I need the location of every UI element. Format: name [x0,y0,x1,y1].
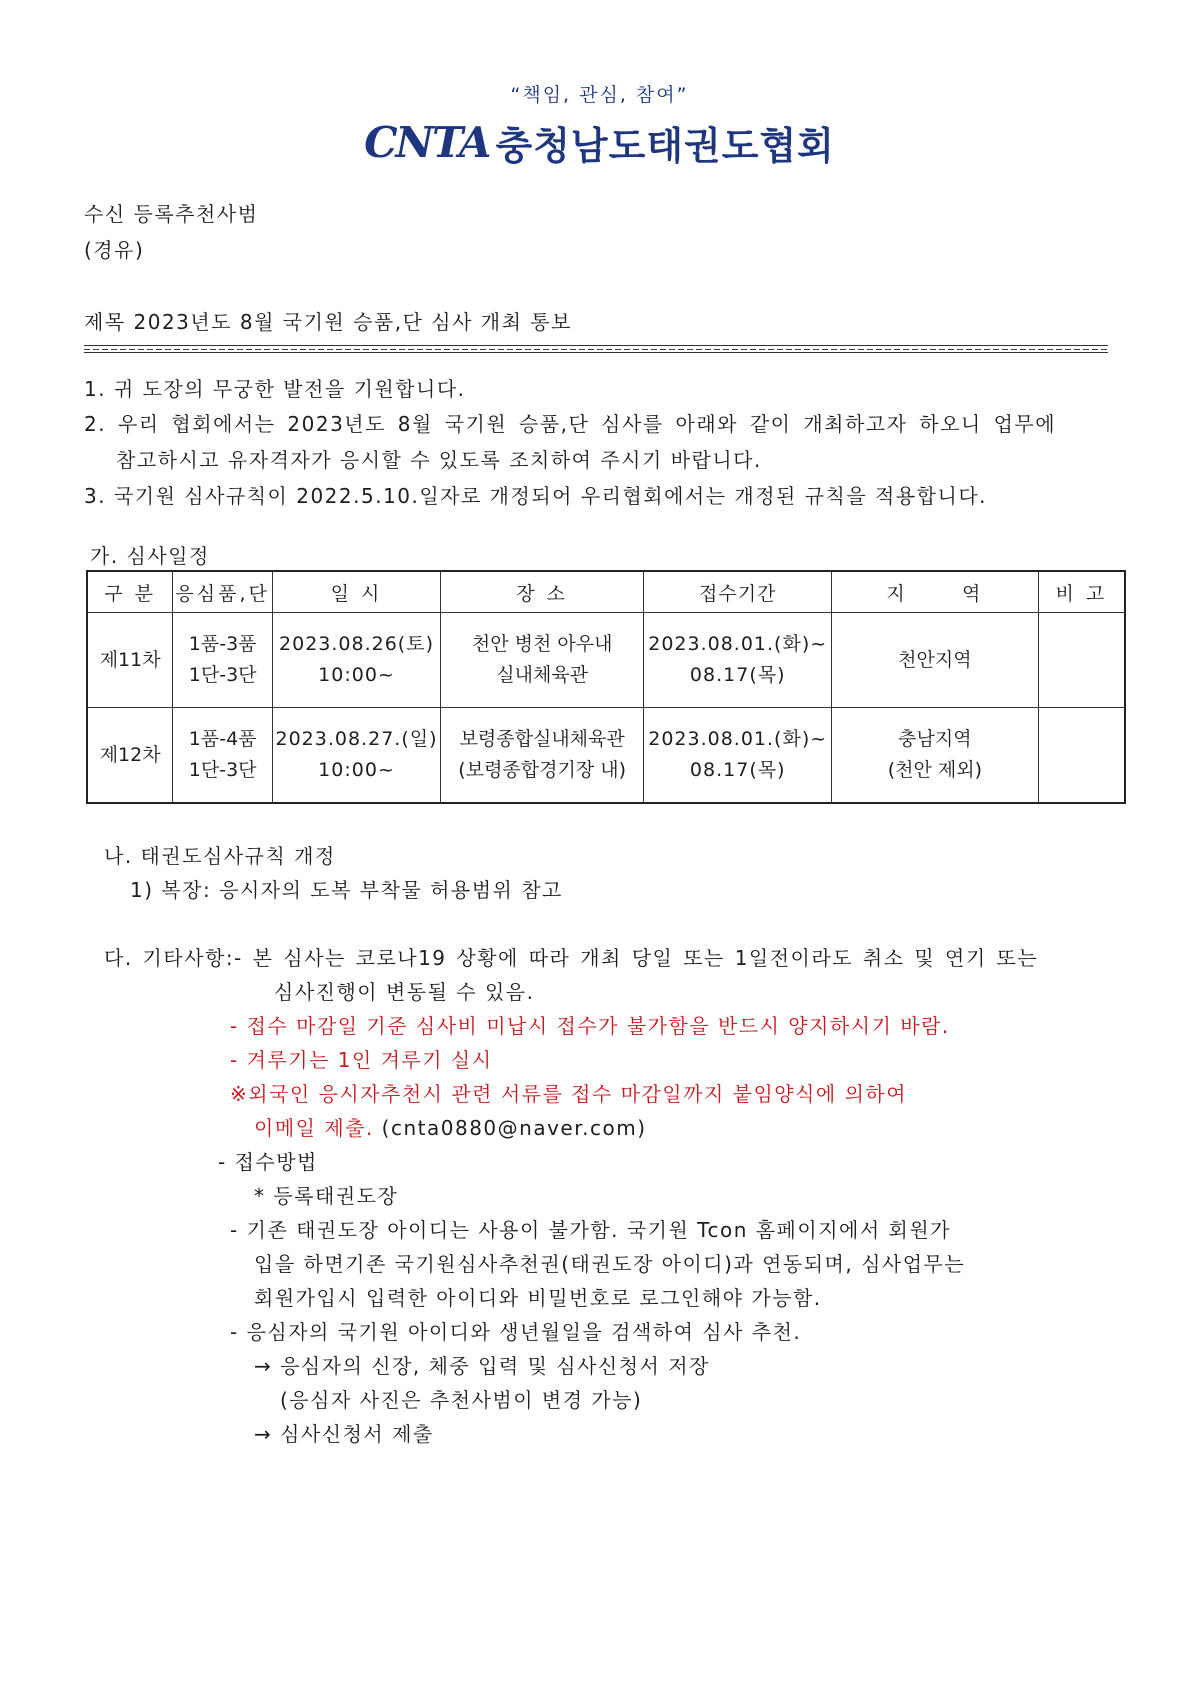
region-line: 천안지역 [898,648,972,671]
place-line: 보령종합실내체육관 [459,728,625,750]
header-datetime: 일 시 [273,571,441,613]
org-name: 충청남도태권도협회 [495,124,835,168]
cell-datetime [273,613,441,708]
period-line: 2023.08.01.(화)~ [648,728,828,750]
cell-datetime [273,708,441,804]
contact-email: (cnta0880@naver.com) [373,1116,647,1140]
grade-line: 1품-4품 [188,728,257,750]
header-round: 구 분 [87,571,173,613]
method-line-5: → 응심자의 신장, 체중 입력 및 심사신청서 저장 [254,1354,710,1378]
cell-region [832,613,1039,708]
header-region: 지 역 [832,571,1039,613]
region-line: 충남지역 [898,728,972,750]
cell-round: 제12차 [87,708,173,804]
cell-note [1038,613,1125,708]
notice-email-label: 이메일 제출. [254,1116,374,1140]
cell-period [644,708,832,804]
grade-line: 1단-3단 [188,759,257,781]
place-line: (보령종합경기장 내) [458,759,626,781]
recipient-line: 수신 등록추천사범 [84,202,259,226]
exam-schedule-table [86,570,1126,804]
period-line: 08.17(목) [689,759,786,781]
section-da-line-1: 다. 기타사항:- 본 심사는 코로나19 상황에 따라 개최 당일 또는 1일전이라도 취소 및 연기 또는 [104,946,1039,970]
header-place: 장 소 [440,571,643,613]
cell-grade [173,613,273,708]
place-line: 천안 병천 아우내 [471,633,613,655]
table-row [87,708,1125,804]
association-logo [0,115,1199,170]
header-period: 접수기간 [644,571,832,613]
logo-mark: CNTA [364,118,490,167]
double-rule-divider [84,345,1108,353]
method-line-1: - 기존 태권도장 아이디는 사용이 불가함. 국기원 Tcon 홈페이지에서 회원가 [230,1218,951,1242]
body-item-3: 3. 국기원 심사규칙이 2022.5.10.일자로 개정되어 우리협회에서는 개정된 규칙을 적용합니다. [84,484,988,508]
time-line: 10:00~ [318,664,395,686]
cell-place [440,708,643,804]
header-note: 비 고 [1038,571,1125,613]
period-line: 08.17(목) [689,664,786,686]
method-line-4: - 응심자의 국기원 아이디와 생년월일을 검색하여 심사 추천. [230,1320,802,1344]
via-line: (경유) [84,238,145,262]
method-line-7: → 심사신청서 제출 [254,1422,434,1446]
section-ga-title: 가. 심사일정 [90,544,210,568]
method-sub: * 등록태권도장 [254,1184,399,1208]
method-line-3: 회원가입시 입력한 아이디와 비밀번호로 로그인해야 가능함. [254,1286,822,1310]
header-grade: 응심품,단 [173,571,273,613]
cell-place [440,613,643,708]
date-line: 2023.08.26(토) [279,633,434,655]
region-line: (천안 제외) [887,759,983,781]
subject-line: 제목 2023년도 8월 국기원 승품,단 심사 개최 통보 [84,310,572,334]
method-line-2: 입을 하면기존 국기원심사추천권(태권도장 아이디)과 연동되며, 심사업무는 [254,1252,966,1276]
section-da-line-2: 심사진행이 변동될 수 있음. [274,980,535,1004]
period-line: 2023.08.01.(화)~ [648,633,828,655]
section-na-title: 나. 태권도심사규칙 개정 [104,844,336,868]
place-line: 실내체육관 [496,664,589,686]
notice-email-line [254,1112,647,1141]
date-line: 2023.08.27.(일) [275,728,438,750]
table-header-row [87,571,1125,613]
body-item-2: 2. 우리 협회에서는 2023년도 8월 국기원 승품,단 심사를 아래와 같이 개최하고자 하오니 업무에 [84,412,1057,436]
method-line-6: (응심자 사진은 추천사범이 변경 가능) [280,1388,643,1412]
cell-period [644,613,832,708]
slogan: “책임, 관심, 참여” [510,84,689,106]
time-line: 10:00~ [318,759,395,781]
notice-foreign-applicant: ※외국인 응시자추천시 관련 서류를 접수 마감일까지 붙임양식에 의하여 [230,1082,908,1106]
cell-region [832,708,1039,804]
cell-grade [173,708,273,804]
cell-note [1038,708,1125,804]
table-row [87,613,1125,708]
section-na-item-1: 1) 복장: 응시자의 도복 부착물 허용범위 참고 [130,878,563,902]
grade-line: 1단-3단 [188,664,257,686]
notice-sparring: - 겨루기는 1인 겨루기 실시 [230,1048,493,1072]
cell-round: 제11차 [87,613,173,708]
method-title: - 접수방법 [218,1150,318,1174]
grade-line: 1품-3품 [188,633,257,655]
body-item-1: 1. 귀 도장의 무궁한 발전을 기원합니다. [84,377,466,401]
body-item-2-cont: 참고하시고 유자격자가 응시할 수 있도록 조치하여 주시기 바랍니다. [116,448,762,472]
notice-unpaid-fee: - 접수 마감일 기준 심사비 미납시 접수가 불가함을 반드시 양지하시기 바람. [230,1014,950,1038]
